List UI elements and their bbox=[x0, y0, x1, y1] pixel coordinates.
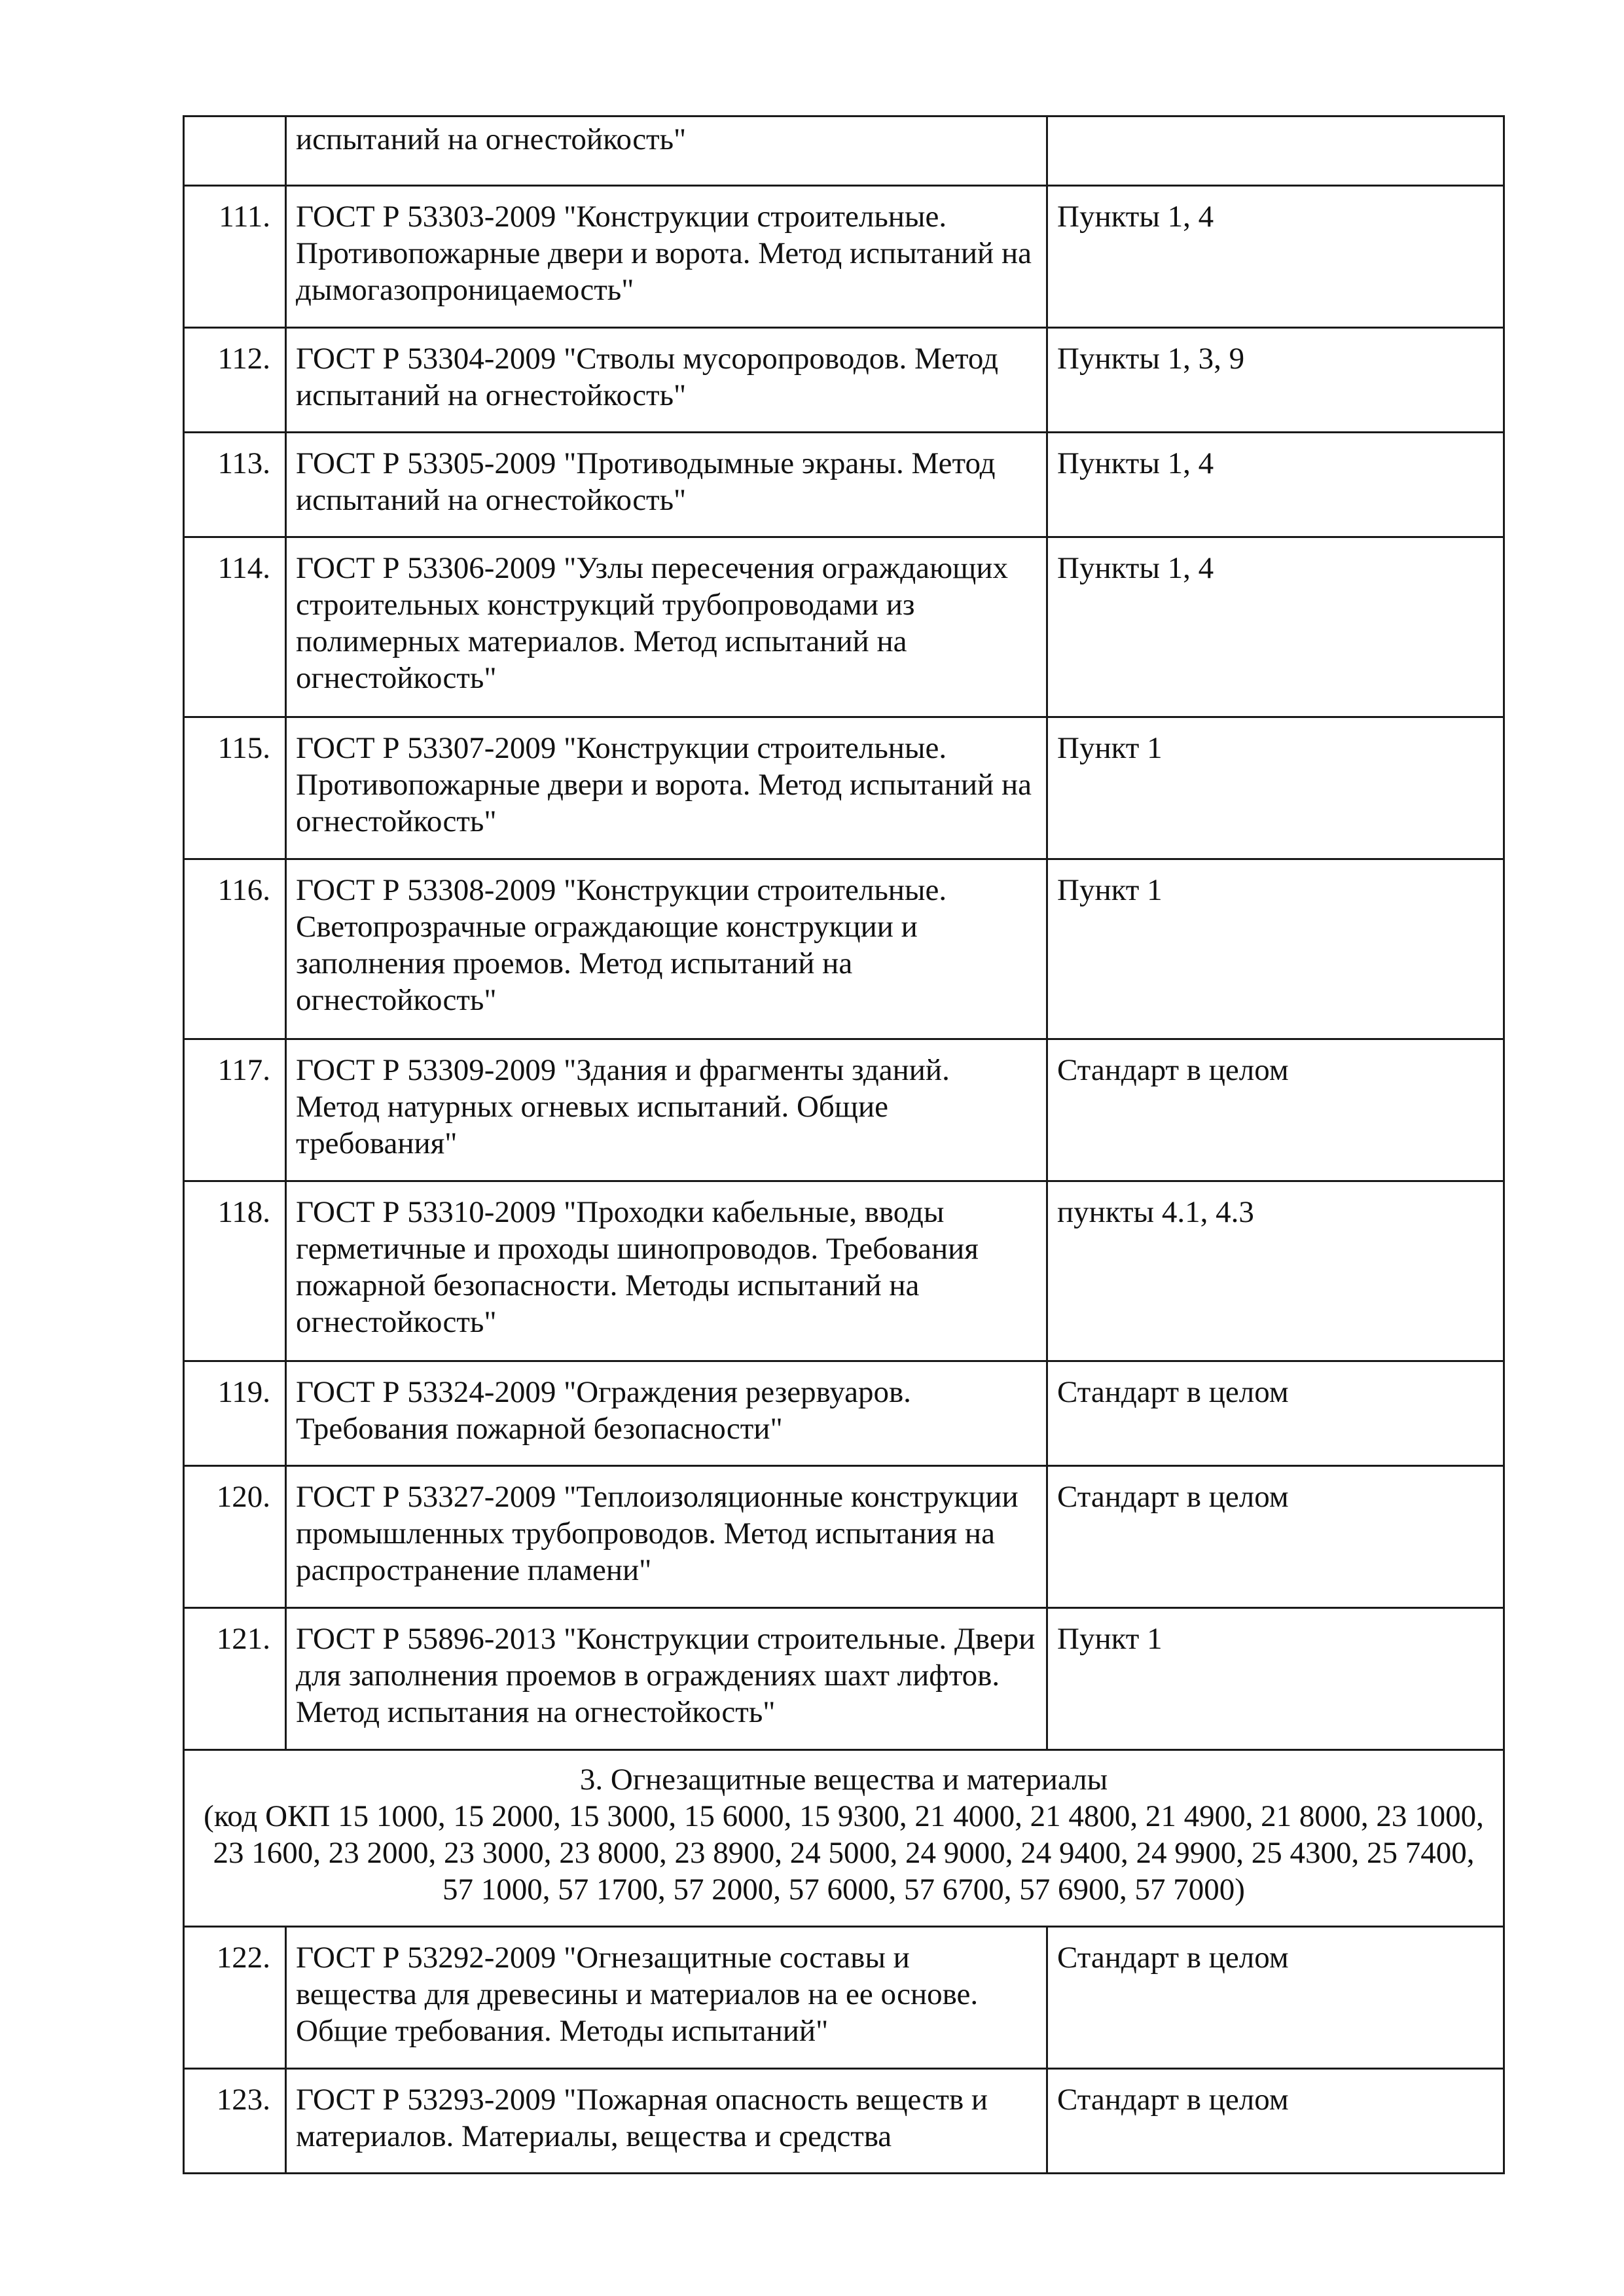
applicable-clauses: Стандарт в целом bbox=[1047, 2069, 1504, 2174]
row-number: 122. bbox=[184, 1927, 286, 2069]
standard-description: ГОСТ Р 53306-2009 "Узлы пересечения ограждающих строительных конструкций трубопроводами из полимерных материалов. Метод испытаний на огнестойкость" bbox=[286, 537, 1047, 717]
row-number: 112. bbox=[184, 328, 286, 433]
table-row bbox=[184, 1466, 1504, 1608]
row-number bbox=[184, 117, 286, 186]
applicable-clauses: Пункты 1, 4 bbox=[1047, 537, 1504, 717]
table-row bbox=[184, 328, 1504, 433]
table-row bbox=[184, 537, 1504, 717]
row-number: 116. bbox=[184, 859, 286, 1039]
table-row bbox=[184, 1039, 1504, 1181]
row-number: 111. bbox=[184, 186, 286, 328]
table-row bbox=[184, 1361, 1504, 1466]
applicable-clauses: Пункты 1, 3, 9 bbox=[1047, 328, 1504, 433]
standard-description: ГОСТ Р 53310-2009 "Проходки кабельные, вводы герметичные и проходы шинопроводов. Требования пожарной безопасности. Методы испытаний на огнестойкость" bbox=[286, 1181, 1047, 1361]
standard-description: ГОСТ Р 53308-2009 "Конструкции строительные. Светопрозрачные ограждающие конструкции и заполнения проемов. Метод испытаний на огнестойкость" bbox=[286, 859, 1047, 1039]
section-header bbox=[184, 1750, 1504, 1927]
standard-description: ГОСТ Р 53327-2009 "Теплоизоляционные конструкции промышленных трубопроводов. Метод испытания на распространение пламени" bbox=[286, 1466, 1047, 1608]
row-number: 117. bbox=[184, 1039, 286, 1181]
row-number: 123. bbox=[184, 2069, 286, 2174]
applicable-clauses: Стандарт в целом bbox=[1047, 1361, 1504, 1466]
table-row bbox=[184, 186, 1504, 328]
applicable-clauses: пункты 4.1, 4.3 bbox=[1047, 1181, 1504, 1361]
applicable-clauses bbox=[1047, 117, 1504, 186]
row-number: 114. bbox=[184, 537, 286, 717]
standard-description: ГОСТ Р 53324-2009 "Ограждения резервуаров. Требования пожарной безопасности" bbox=[286, 1361, 1047, 1466]
standard-description: ГОСТ Р 53293-2009 "Пожарная опасность веществ и материалов. Материалы, вещества и средства bbox=[286, 2069, 1047, 2174]
section-header-row bbox=[184, 1750, 1504, 1927]
applicable-clauses: Пункт 1 bbox=[1047, 859, 1504, 1039]
applicable-clauses: Стандарт в целом bbox=[1047, 1927, 1504, 2069]
applicable-clauses: Пункт 1 bbox=[1047, 1608, 1504, 1750]
standard-description: ГОСТ Р 53292-2009 "Огнезащитные составы и вещества для древесины и материалов на ее основе. Общие требования. Методы испытаний" bbox=[286, 1927, 1047, 2069]
standard-description: ГОСТ Р 55896-2013 "Конструкции строительные. Двери для заполнения проемов в ограждениях шахт лифтов. Метод испытания на огнестойкость" bbox=[286, 1608, 1047, 1750]
table-row bbox=[184, 2069, 1504, 2174]
table-row bbox=[184, 1181, 1504, 1361]
section-title: 3. Огнезащитные вещества и материалы bbox=[579, 1763, 1108, 1797]
row-number: 113. bbox=[184, 433, 286, 537]
standard-description: испытаний на огнестойкость" bbox=[286, 117, 1047, 186]
standards-table bbox=[183, 115, 1505, 2174]
row-number: 119. bbox=[184, 1361, 286, 1466]
applicable-clauses: Пункты 1, 4 bbox=[1047, 186, 1504, 328]
table-row bbox=[184, 717, 1504, 859]
applicable-clauses: Стандарт в целом bbox=[1047, 1039, 1504, 1181]
row-number: 118. bbox=[184, 1181, 286, 1361]
standard-description: ГОСТ Р 53304-2009 "Стволы мусоропроводов. Метод испытаний на огнестойкость" bbox=[286, 328, 1047, 433]
standard-description: ГОСТ Р 53309-2009 "Здания и фрагменты зданий. Метод натурных огневых испытаний. Общие требования" bbox=[286, 1039, 1047, 1181]
standard-description: ГОСТ Р 53303-2009 "Конструкции строительные. Противопожарные двери и ворота. Метод испытаний на дымогазопроницаемость" bbox=[286, 186, 1047, 328]
applicable-clauses: Стандарт в целом bbox=[1047, 1466, 1504, 1608]
table-row bbox=[184, 117, 1504, 186]
standard-description: ГОСТ Р 53307-2009 "Конструкции строительные. Противопожарные двери и ворота. Метод испытаний на огнестойкость" bbox=[286, 717, 1047, 859]
table-row bbox=[184, 859, 1504, 1039]
table-row bbox=[184, 433, 1504, 537]
applicable-clauses: Пункт 1 bbox=[1047, 717, 1504, 859]
standard-description: ГОСТ Р 53305-2009 "Противодымные экраны. Метод испытаний на огнестойкость" bbox=[286, 433, 1047, 537]
row-number: 121. bbox=[184, 1608, 286, 1750]
section-codes: (код ОКП 15 1000, 15 2000, 15 3000, 15 6000, 15 9300, 21 4000, 21 4800, 21 4900, 21 8000, 23 1000, 23 1600, 23 2000, 23 3000, 23 8000, 23 8900, 24 5000, 24 9000, 24 9400, 24 9900, 25 4300, 25 7400, 57 1000, 57 1700, 57 2000, 57 6000, 57 6700, 57 6900, 57 7000) bbox=[204, 1799, 1484, 1907]
table-row bbox=[184, 1927, 1504, 2069]
table-row bbox=[184, 1608, 1504, 1750]
row-number: 120. bbox=[184, 1466, 286, 1608]
applicable-clauses: Пункты 1, 4 bbox=[1047, 433, 1504, 537]
row-number: 115. bbox=[184, 717, 286, 859]
